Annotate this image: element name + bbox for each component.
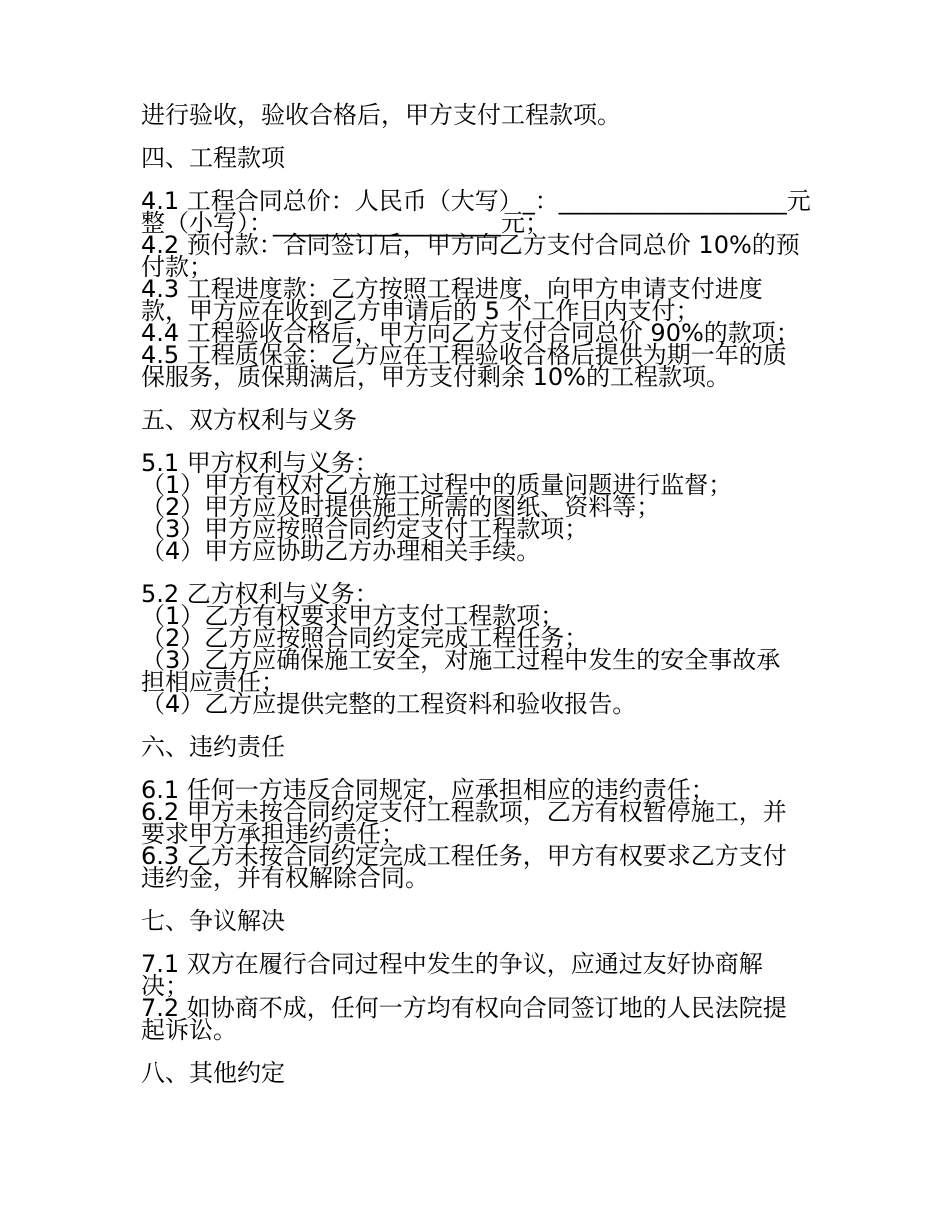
section-4-line: 4.2 预付款：合同签订后，甲方向乙方支付合同总价 10%的预 <box>141 231 800 259</box>
party-b-title: 5.2 乙方权利与义务： <box>141 580 379 608</box>
party-a-item: （1）甲方有权对乙方施工过程中的质量问题进行监督； <box>141 471 733 499</box>
intro-line: 进行验收，验收合格后，甲方支付工程款项。 <box>141 101 621 129</box>
document-page <box>141 101 813 1087</box>
section-6-line: 6.3 乙方未按合同约定完成工程任务，甲方有权要求乙方支付 <box>141 842 787 870</box>
section-6-line: 6.1 任何一方违反合同规定，应承担相应的违约责任； <box>141 776 715 804</box>
party-a-item: （4）甲方应协助乙方办理相关手续。 <box>141 537 541 565</box>
section-4-line: 款，甲方应在收到乙方申请后的 5 个工作日内支付； <box>141 297 700 325</box>
party-b-item: （2）乙方应按照合同约定完成工程任务； <box>141 624 589 652</box>
section-7-line: 7.1 双方在履行合同过程中发生的争议，应通过友好协商解 <box>141 950 763 978</box>
section-7-line: 决； <box>141 972 189 1000</box>
section-7-heading: 七、争议解决 <box>141 907 285 935</box>
section-5-heading: 五、双方权利与义务 <box>141 406 357 434</box>
section-4-line: 整（小写）：___________________元； <box>141 209 549 237</box>
section-4-line: 4.5 工程质保金：乙方应在工程验收合格后提供为期一年的质 <box>141 341 787 369</box>
section-4-line: 4.1 工程合同总价：人民币（大写）_：___________________元 <box>141 187 811 215</box>
section-6-heading: 六、违约责任 <box>141 733 285 761</box>
party-b-item: （4）乙方应提供完整的工程资料和验收报告。 <box>141 690 637 718</box>
section-7-line: 7.2 如协商不成，任何一方均有权向合同签订地的人民法院提 <box>141 994 787 1022</box>
section-4-line: 保服务，质保期满后，甲方支付剩余 10%的工程款项。 <box>141 363 730 391</box>
party-b-item: （3）乙方应确保施工安全，对施工过程中发生的安全事故承 <box>141 646 781 674</box>
party-a-title: 5.1 甲方权利与义务： <box>141 449 379 477</box>
party-b-item: （1）乙方有权要求甲方支付工程款项； <box>141 602 565 630</box>
section-4-line: 4.3 工程进度款：乙方按照工程进度，向甲方申请支付进度 <box>141 275 763 303</box>
section-7-line: 起诉讼。 <box>141 1016 237 1044</box>
party-a-item: （2）甲方应及时提供施工所需的图纸、资料等； <box>141 493 661 521</box>
section-4-line: 4.4 工程验收合格后，甲方向乙方支付合同总价 90%的款项； <box>141 319 800 347</box>
section-6-line: 6.2 甲方未按合同约定支付工程款项，乙方有权暂停施工，并 <box>141 798 787 826</box>
party-a-item: （3）甲方应按照合同约定支付工程款项； <box>141 515 589 543</box>
section-4-heading: 四、工程款项 <box>141 144 285 172</box>
party-b-item: 担相应责任； <box>141 668 285 696</box>
section-8-heading: 八、其他约定 <box>141 1059 285 1087</box>
section-4-line: 付款； <box>141 253 213 281</box>
section-6-line: 要求甲方承担违约责任； <box>141 820 405 848</box>
section-6-line: 违约金，并有权解除合同。 <box>141 864 429 892</box>
